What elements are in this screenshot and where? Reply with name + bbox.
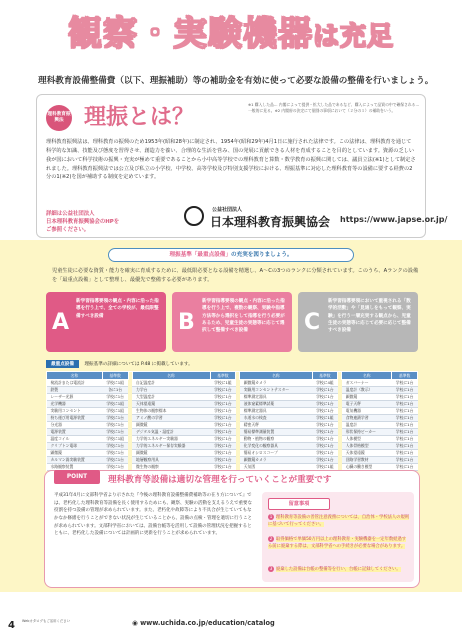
standard-count: 学校に1台 [312, 394, 338, 401]
rank-description: 新学習指導要領の観点・内容に沿った指導を行う上で、全ての学校が、最低限整備すべき設備 [76, 299, 159, 319]
table-header: 基準数 [312, 372, 338, 380]
standard-count: 学校に1台 [392, 436, 418, 443]
equipment-name: アミノ酸の学習 [132, 415, 210, 422]
standard-count: 学校に1組 [102, 408, 128, 415]
equipment-name: 水路観察装置 [47, 464, 103, 471]
standard-count: 学校に1台 [102, 443, 128, 450]
caution-item: 3 廃棄した設備は台帳の整備等を行い、台帳に記録してください。 [269, 566, 401, 572]
point-title: 理科教育等設備は適切な管理を行っていくことが重要です [108, 475, 332, 485]
law-badge: 理科教育振興法 [46, 105, 72, 131]
standard-count: 学校に1台 [102, 450, 128, 457]
equipment-name: 電気機器 [342, 408, 392, 415]
equipment-name: 分光器 [47, 422, 103, 429]
equipment-name: カルマン渦実験装置 [47, 457, 103, 464]
standard-count: 学校に1台 [392, 429, 418, 436]
equipment-name: 地層観察用具 [132, 457, 210, 464]
standard-count: 学校に1台 [312, 401, 338, 408]
equipment-name: 温度計（教示） [342, 387, 392, 394]
equipment-name: 光学機器 [47, 401, 103, 408]
equipment-name: 力学的エネルギー保存実験器 [132, 443, 210, 450]
standard-count: 学校に1台 [392, 394, 418, 401]
equipment-name: 力学的エネルギー実験器 [132, 436, 210, 443]
page-title: 観察・実験機器は充足 [67, 14, 394, 54]
standard-count: 学校に1台 [210, 443, 236, 450]
page-number: 4 [8, 620, 15, 631]
equipment-name: レーザー光源 [47, 394, 103, 401]
equipment-name: 動物・植物の観察 [240, 436, 312, 443]
table-row [47, 387, 418, 394]
standard-count: 学校に1台 [210, 464, 236, 471]
equipment-name: 微生物の観察 [132, 464, 210, 471]
standard-count: 学校に1台 [210, 422, 236, 429]
equipment-name: 電子天秤 [342, 401, 392, 408]
equipment-name: 持ち運び用電源装置 [47, 415, 103, 422]
standard-count: 学校に1台 [210, 387, 236, 394]
equipment-name: 電源装置 [47, 429, 103, 436]
equipment-name: 精密天秤 [240, 422, 312, 429]
equipment-name: 天体望遠鏡 [342, 450, 392, 457]
table-row [47, 436, 418, 443]
standard-count: 学校に1台 [312, 408, 338, 415]
standard-count: 学校に1台 [392, 408, 418, 415]
standard-count: 学校に1組 [312, 415, 338, 422]
equipment-name: 標準測定器具 [240, 394, 312, 401]
standard-count: 学校に1台 [392, 415, 418, 422]
standard-count: 学校に1組 [102, 380, 128, 387]
details-link[interactable]: 詳細は公益社団法人 日本理科教育振興協会のHPを ご参照ください。 [46, 211, 120, 233]
equipment-name: 人体骨格模型 [342, 443, 392, 450]
standard-count: 学校に1台 [312, 450, 338, 457]
table-header: 基準数 [210, 372, 236, 380]
table-row [47, 422, 418, 429]
table-row [47, 443, 418, 450]
rank-b-box [172, 292, 292, 352]
standard-count: 学校に1台 [392, 387, 418, 394]
equipment-name: 力学台 [132, 387, 210, 394]
footnotes: ※1 購入した品… 内閣によって提供・拡大した品であるなど、購入によって品質の中で確保される…一般的に見る。※2 内閣府の決定にて個別の事項において（２分の１）の補助をいう。 [248, 102, 420, 113]
table-tag: 最重点設備 [46, 360, 79, 368]
standard-count: 学校に1台 [312, 387, 338, 394]
caution-item: 2 取得価格で単価50万円以上の理科教育・実験機器を一定年数経過する前に廃棄する際は、文部科学省への手続きが必要な場合があります。 [268, 536, 407, 549]
standard-count: 学校に1台 [102, 457, 128, 464]
equipment-name: 生物体の観察標本 [132, 408, 210, 415]
equipment-name: 温度計 [342, 422, 392, 429]
table-row [47, 457, 418, 464]
table-header: 名称 [47, 372, 103, 380]
standard-count: 学校に1台 [392, 457, 418, 464]
rank-a-box [46, 292, 166, 352]
standard-count: 学校に1台 [392, 443, 418, 450]
standard-count: 学校に1台 [102, 422, 128, 429]
equipment-name: 顕微鏡 [132, 450, 210, 457]
standard-count: 学校に1台 [102, 394, 128, 401]
standard-count: 学校に1台 [210, 408, 236, 415]
equipment-table [46, 371, 418, 471]
standard-count: 学校に1台 [312, 436, 338, 443]
equipment-name: 簡易オシロスコープ [240, 450, 312, 457]
equipment-name: 化学変化の観察器具 [240, 443, 312, 450]
caution-tag: 留意事項 [268, 498, 330, 510]
rank-letter: A [52, 310, 70, 335]
standard-count: 学校に1台 [392, 464, 418, 471]
equipment-name: 顕微鏡 [342, 394, 392, 401]
equipment-name: 大型温度計 [132, 394, 210, 401]
equipment-name: 天気図 [240, 464, 312, 471]
equipment-name: 自記温度計 [132, 380, 210, 387]
standard-count: 学校に1台 [312, 443, 338, 450]
equipment-name: 天体望遠鏡 [132, 401, 210, 408]
equipment-name: 顕微鏡カメラ [240, 457, 312, 464]
org-name: 日本理科教育振興協会 [210, 215, 331, 229]
equipment-name: 水道水の検査 [240, 415, 312, 422]
standard-count: 学校に1台 [312, 429, 338, 436]
standard-count: 学校に1台 [392, 450, 418, 457]
org-type: 公益社団法人 [212, 207, 243, 213]
table-row [47, 450, 418, 457]
standard-count: 学校に1台 [312, 457, 338, 464]
equipment-name: 心臓の働き模型 [342, 464, 392, 471]
equipment-name: クリプトン電球 [47, 443, 103, 450]
caution-item: 1 理科教育等設備の善管注意義務については、自治体・学校法人の規則に基づいて行ってください。 [268, 514, 410, 527]
equipment-name: 実験用コンセントテスター [240, 387, 312, 394]
equipment-name: デジタル気温・湿度計 [132, 429, 210, 436]
equipment-name: 鉄製 [47, 387, 103, 394]
standard-count: 学校に1組 [210, 380, 236, 387]
table-caption [46, 360, 193, 368]
table-header: 基準数 [102, 372, 128, 380]
standard-count: 学校に1組 [312, 464, 338, 471]
equipment-name: 顕微鏡 [47, 450, 103, 457]
standard-count: 学校に1台 [210, 394, 236, 401]
equipment-name: 実験用コンセント [47, 408, 103, 415]
standard-count: 学校に1台 [210, 457, 236, 464]
footer-note: Webカタログもご活用ください [22, 619, 71, 623]
standards-pill: 理振基準「最重点設備」の充実を図りましょう。 [108, 248, 354, 262]
standard-count: 学校に1組 [102, 401, 128, 408]
standard-count: 学校に1台 [210, 450, 236, 457]
standard-count: 学校に1台 [210, 436, 236, 443]
standard-count: 学校に1台 [392, 380, 418, 387]
rank-letter: B [178, 310, 195, 335]
table-header: 名称 [240, 372, 312, 380]
table-row [47, 415, 418, 422]
standard-count: 学校に1台 [102, 415, 128, 422]
table-row [47, 380, 418, 387]
rishin-body: 理科教育振興法は、理科教育の振興のため1953年(昭和28年)に制定され、1954年(昭和29年)4月1日に施行された法律です。この法律は、理科教育を通じて科学的な知識、技能及び態度を習得させ、創造力を養い、合理的な生活を営み、国の発展に貢献できる人材を育成することを目的としています。資源の乏しい我が国において科学技術の振興・充実が極めて重要であることから小中高等学校での理科教育と算数・数学教育の振興に関しては、議員立法(※1)として制定されました。理科教育振興法では公立及び私立の小学校、中学校、高等学校及び特別支援学校における、理振基準に対応した理科教育等の設備に要する経費の2分の1(※2)を国が補助する制度を定めています。 [46, 139, 416, 181]
table-header: 名称 [342, 372, 392, 380]
table-row [47, 429, 418, 436]
table-row [47, 408, 418, 415]
standard-count: 各に1台 [102, 387, 128, 394]
standard-count: 学校に1組 [102, 436, 128, 443]
equipment-name: 顕微鏡カメラ [240, 380, 312, 387]
table-header: 名称 [132, 372, 210, 380]
equipment-name: 標準測定器具 [240, 408, 312, 415]
equipment-name: 検流計または電流計 [47, 380, 103, 387]
page-subtitle: 理科教育設備整備費（以下、理振補助）等の補助金を有効に使って必要な設備の整備を行いましょう。 [38, 76, 434, 86]
standard-count: 学校に1台 [102, 429, 128, 436]
table-row [47, 401, 418, 408]
standard-count: 学校に4組 [312, 380, 338, 387]
rank-c-box [298, 292, 418, 352]
rank-description: 新学習指導要領の観点・内容に沿った指導を行う上で、複数の観察、実験や指導方法等から選択をして指導を行う必要があるため、児童生徒の実態等に応じて選択して整備すべき設備 [202, 299, 285, 334]
equipment-name: 簡易標準測量装置 [240, 429, 312, 436]
equipment-name: ガスバーナー [342, 380, 392, 387]
rank-description: 新学習指導要領において重視される「数学的活動」や「見通しをもって観察、実験」を行う一層充実する観点から、児童生徒の実態等に応じて必要に応じて整備すべき設備 [328, 299, 411, 334]
rank-letter: C [304, 310, 321, 335]
standard-count: 学校に1台 [102, 464, 128, 471]
org-logo-icon [184, 206, 204, 226]
globe-icon: ◉ [132, 619, 141, 627]
table-note: 理振基準の詳細については P.48 に掲載しています。 [84, 362, 193, 367]
table-header: 基準数 [392, 372, 418, 380]
standard-count: 学校に1台 [210, 401, 236, 408]
org-url-link[interactable]: https://www.japse.or.jp/ [340, 215, 448, 224]
standard-count: 学校に1台 [312, 422, 338, 429]
point-text: 平成31年4月に文部科学省より示された『今後の理科教育設備整備費補助等の在り方について』では、老朽化した理科教育等設備を長く使用するためにも、観察、実験の活動を支えるうえで重要な役割を持つ設備の管理が求められています。また、老朽化や故障等により不具合が生じていてもなかなか修繕を行うことができない状況が生じていることから、設備の点検・管理を適切に行うことが求められています。文部科学省においては、設備台帳等を活用して設備の管理状況を把握するとともに、老朽化した設備については計画的に更新を行うことが求められています。 [54, 493, 252, 537]
equipment-name: 液体窒素標準試薬 [240, 401, 312, 408]
table-row [47, 394, 418, 401]
standard-count: 学校に1台 [210, 429, 236, 436]
equipment-name: 顕微鏡 [132, 422, 210, 429]
equipment-name: 人体模型 [342, 436, 392, 443]
standards-intro: 児童生徒に必要な資質・能力を確実に育成するために、最低限必要となる設備を精選し、A〜Cの3つのランクに分類されています。このうち、Aランクの設備を「最重点設備」として整理し、最優先で整備する必要があります。 [52, 268, 419, 283]
equipment-name: 食物連鎖学習 [342, 415, 392, 422]
equipment-name: 回路学習教材 [342, 457, 392, 464]
section-heading: 理振とは？ [84, 105, 195, 130]
standard-count: 学校に1台 [392, 401, 418, 408]
equipment-name: 温度コイル [47, 436, 103, 443]
standard-count: 学校に1台 [210, 415, 236, 422]
point-tag: POINT [54, 470, 100, 484]
equipment-name: 形状保持ビーカー [342, 429, 392, 436]
catalog-url-link[interactable]: ◉ www.uchida.co.jp/education/catalog [132, 619, 275, 627]
standard-count: 学校に1台 [392, 422, 418, 429]
